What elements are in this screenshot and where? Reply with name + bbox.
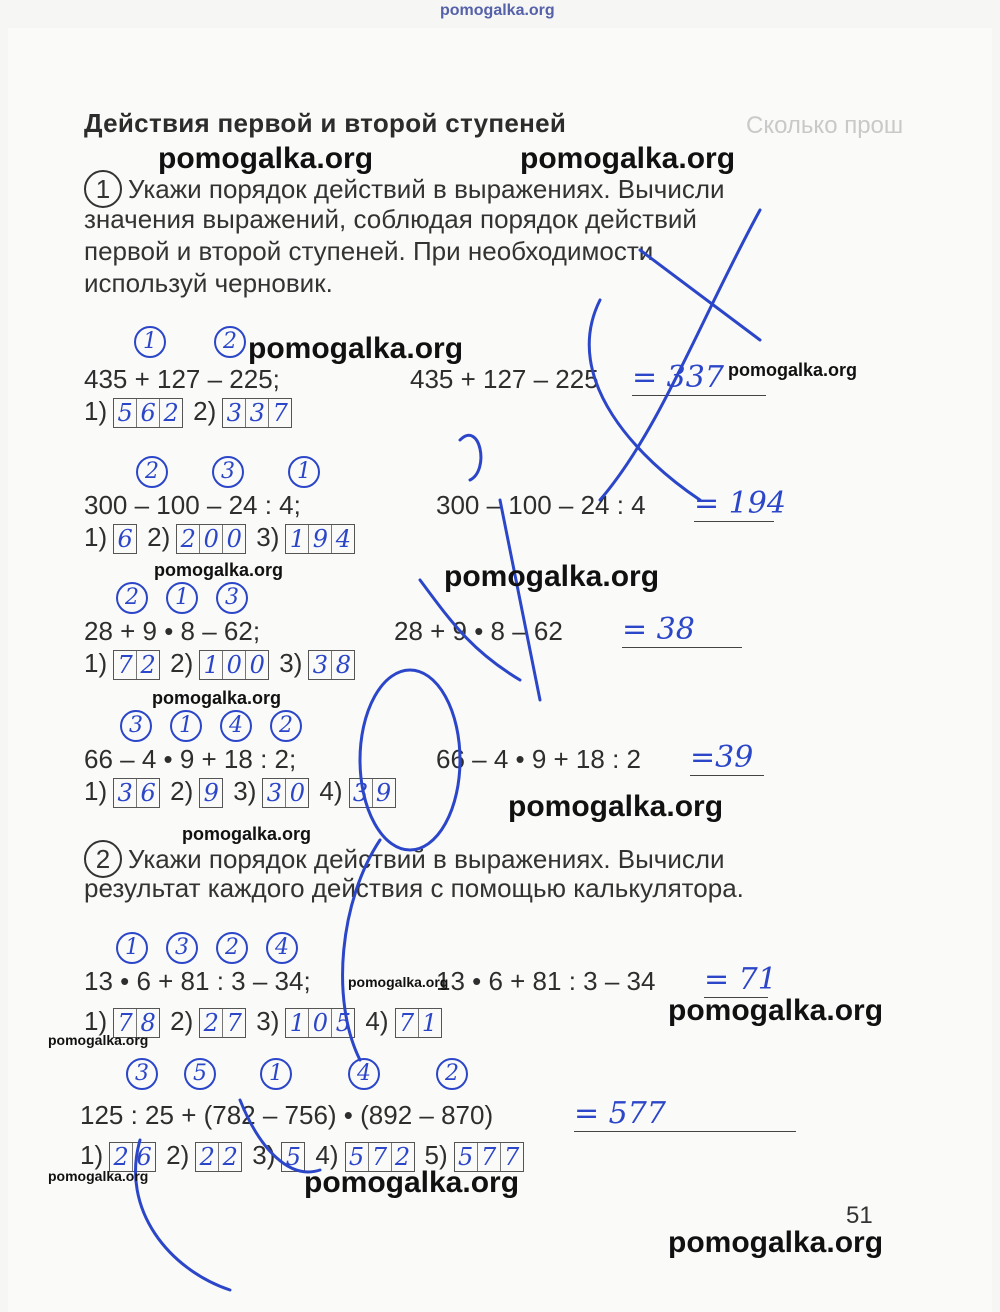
step-label: 4): [315, 1140, 339, 1170]
answer-digit: 5: [346, 1143, 369, 1171]
order-mark: 1: [166, 582, 198, 614]
order-mark: 2: [214, 326, 246, 358]
order-mark: 1: [288, 456, 320, 488]
answer-digit: 1: [286, 1009, 309, 1037]
scribble-stroke: [360, 670, 460, 850]
step-label: 3): [252, 1140, 276, 1170]
answer-digit: 7: [396, 1009, 419, 1037]
watermark: pomogalka.org: [248, 332, 464, 365]
bleed-through-text: Сколько прош: [746, 112, 904, 139]
watermark: pomogalka.org: [182, 824, 312, 844]
watermark: pomogalka.org: [508, 790, 724, 823]
expr6-left: 125 : 25 + (782 – 756) • (892 – 870): [80, 1100, 494, 1130]
task1-line3: первой и второй ступеней. При необходимости: [84, 236, 654, 266]
answer-digit: 8: [140, 1009, 156, 1038]
answer-digit: 3: [350, 779, 373, 807]
answer-digit: 1: [421, 1009, 438, 1038]
answer-digit: 7: [114, 651, 137, 679]
step-label: 2): [170, 1006, 194, 1036]
answer-digit: 6: [140, 779, 156, 808]
order-mark: 2: [116, 582, 148, 614]
answer-digit: 7: [226, 1009, 242, 1038]
answer-digit: 2: [177, 525, 200, 553]
answer-digit: 5: [285, 1143, 302, 1172]
step-label: 3): [256, 1006, 280, 1036]
expr4-answer: =39: [690, 740, 764, 776]
watermark: pomogalka.org: [668, 1226, 884, 1259]
step-label: 3): [279, 648, 303, 678]
answer-digit: 2: [110, 1143, 133, 1171]
answer-digit: 5: [455, 1143, 478, 1171]
page-title: Действия первой и второй ступеней: [84, 108, 567, 138]
watermark: pomogalka.org: [48, 1032, 149, 1048]
answer-digit: 9: [309, 525, 332, 553]
watermark: pomogalka.org: [304, 1166, 520, 1199]
scribble-stroke: [600, 210, 760, 500]
expr2-answer: = 194: [694, 486, 786, 521]
expr2-right: 300 – 100 – 24 : 4: [436, 490, 646, 520]
page-number: 51: [846, 1202, 873, 1229]
step-label: 1): [84, 522, 108, 552]
answer-digit: 0: [309, 1009, 332, 1037]
answer-digit: 2: [140, 651, 156, 680]
watermark: pomogalka.org: [520, 142, 736, 175]
expr5-left: 13 • 6 + 81 : 3 – 34;: [84, 966, 311, 996]
scribble-stroke: [136, 1140, 230, 1290]
answer-digit: 6: [136, 1143, 152, 1172]
answer-digit: 2: [196, 1143, 219, 1171]
answer-digit: 6: [137, 399, 160, 427]
task2-line2: результат каждого действия с помощью калькулятора.: [84, 873, 744, 903]
watermark: pomogalka.org: [728, 360, 858, 380]
watermark: pomogalka.org: [48, 1168, 149, 1184]
expr4-left: 66 – 4 • 9 + 18 : 2;: [84, 744, 297, 774]
order-mark: 3: [120, 710, 152, 742]
task1-number: 1: [84, 170, 122, 208]
expr1-answer: = 337: [632, 360, 766, 396]
order-mark: 2: [216, 932, 248, 964]
order-mark: 3: [166, 932, 198, 964]
answer-digit: 0: [249, 651, 265, 680]
order-mark: 3: [212, 456, 244, 488]
task1-line4: используй черновик.: [84, 268, 333, 298]
answer-digit: 8: [335, 651, 352, 680]
order-mark: 1: [116, 932, 148, 964]
expr2-left: 300 – 100 – 24 : 4;: [84, 490, 301, 520]
answer-digit: 9: [203, 779, 219, 808]
step-label: 3): [233, 776, 257, 806]
scribble-stroke: [343, 840, 380, 1060]
answer-digit: 5: [335, 1009, 352, 1038]
answer-digit: 3: [114, 779, 137, 807]
order-mark: 1: [260, 1058, 292, 1090]
step-label: 2): [166, 1140, 190, 1170]
expr3-right: 28 + 9 • 8 – 62: [394, 616, 563, 646]
order-mark: 4: [220, 710, 252, 742]
answer-digit: 3: [223, 399, 246, 427]
top-watermark: pomogalka.org: [440, 2, 555, 19]
answer-digit: 7: [503, 1143, 520, 1172]
watermark: pomogalka.org: [152, 688, 282, 708]
step-label: 4): [319, 776, 343, 806]
order-mark: 4: [348, 1058, 380, 1090]
order-mark: 2: [436, 1058, 468, 1090]
scribble-stroke: [589, 300, 700, 500]
answer-digit: 3: [263, 779, 286, 807]
answer-digit: 7: [272, 399, 288, 428]
answer-digit: 0: [223, 651, 246, 679]
answer-digit: 7: [114, 1009, 137, 1037]
answer-digit: 6: [117, 525, 133, 554]
order-mark: 1: [170, 710, 202, 742]
order-mark: 2: [270, 710, 302, 742]
expr5-right: 13 • 6 + 81 : 3 – 34: [436, 966, 656, 996]
step-label: 2): [193, 396, 217, 426]
order-mark: 3: [216, 582, 248, 614]
answer-digit: 0: [289, 779, 306, 808]
step-label: 1): [84, 396, 108, 426]
step-label: 1): [84, 648, 108, 678]
step-label: 1): [84, 1006, 108, 1036]
watermark: pomogalka.org: [444, 560, 660, 593]
answer-digit: 5: [114, 399, 137, 427]
answer-digit: 3: [309, 651, 332, 679]
expr3-left: 28 + 9 • 8 – 62;: [84, 616, 261, 646]
answer-digit: 7: [369, 1143, 392, 1171]
expr6-answer: = 577: [574, 1096, 796, 1132]
step-label: 2): [170, 776, 194, 806]
answer-digit: 2: [163, 399, 179, 428]
expr1-left: 435 + 127 – 225;: [84, 364, 280, 394]
order-mark: 4: [266, 932, 298, 964]
answer-digit: 4: [335, 525, 352, 554]
step-label: 2): [147, 522, 171, 552]
watermark: pomogalka.org: [154, 560, 284, 580]
task1-text-1: Укажи порядок действий в выражениях. Вычисли: [128, 174, 725, 204]
answer-digit: 2: [394, 1143, 411, 1172]
expr4-right: 66 – 4 • 9 + 18 : 2: [436, 744, 641, 774]
step-label: 2): [170, 648, 194, 678]
answer-digit: 7: [478, 1143, 501, 1171]
step-label: 3): [256, 522, 280, 552]
task2-number: 2: [84, 840, 122, 878]
order-mark: 3: [126, 1058, 158, 1090]
answer-digit: 2: [222, 1143, 238, 1172]
order-mark: 1: [134, 326, 166, 358]
answer-digit: 0: [226, 525, 242, 554]
watermark: pomogalka.org: [158, 142, 374, 175]
order-mark: 2: [136, 456, 168, 488]
answer-digit: 1: [286, 525, 309, 553]
step-label: 4): [365, 1006, 389, 1036]
answer-digit: 9: [375, 779, 392, 808]
answer-digit: 2: [200, 1009, 223, 1037]
expr5-answer: = 71: [704, 962, 777, 997]
step-label: 1): [84, 776, 108, 806]
watermark: pomogalka.org: [348, 974, 449, 990]
answer-digit: 1: [200, 651, 223, 679]
step-label: 1): [80, 1140, 104, 1170]
step-label: 5): [424, 1140, 448, 1170]
watermark: pomogalka.org: [668, 994, 884, 1027]
task2-text-1: Укажи порядок действий в выражениях. Вычисли: [128, 844, 725, 874]
answer-digit: 3: [246, 399, 269, 427]
scribble-stroke: [420, 580, 520, 680]
order-mark: 5: [184, 1058, 216, 1090]
answer-digit: 0: [200, 525, 223, 553]
expr1-right: 435 + 127 – 225: [410, 364, 599, 394]
scribble-stroke: [240, 1100, 320, 1172]
task1-line2: значения выражений, соблюдая порядок действий: [84, 204, 697, 234]
scribble-stroke: [460, 435, 481, 480]
expr3-answer: = 38: [622, 612, 742, 648]
